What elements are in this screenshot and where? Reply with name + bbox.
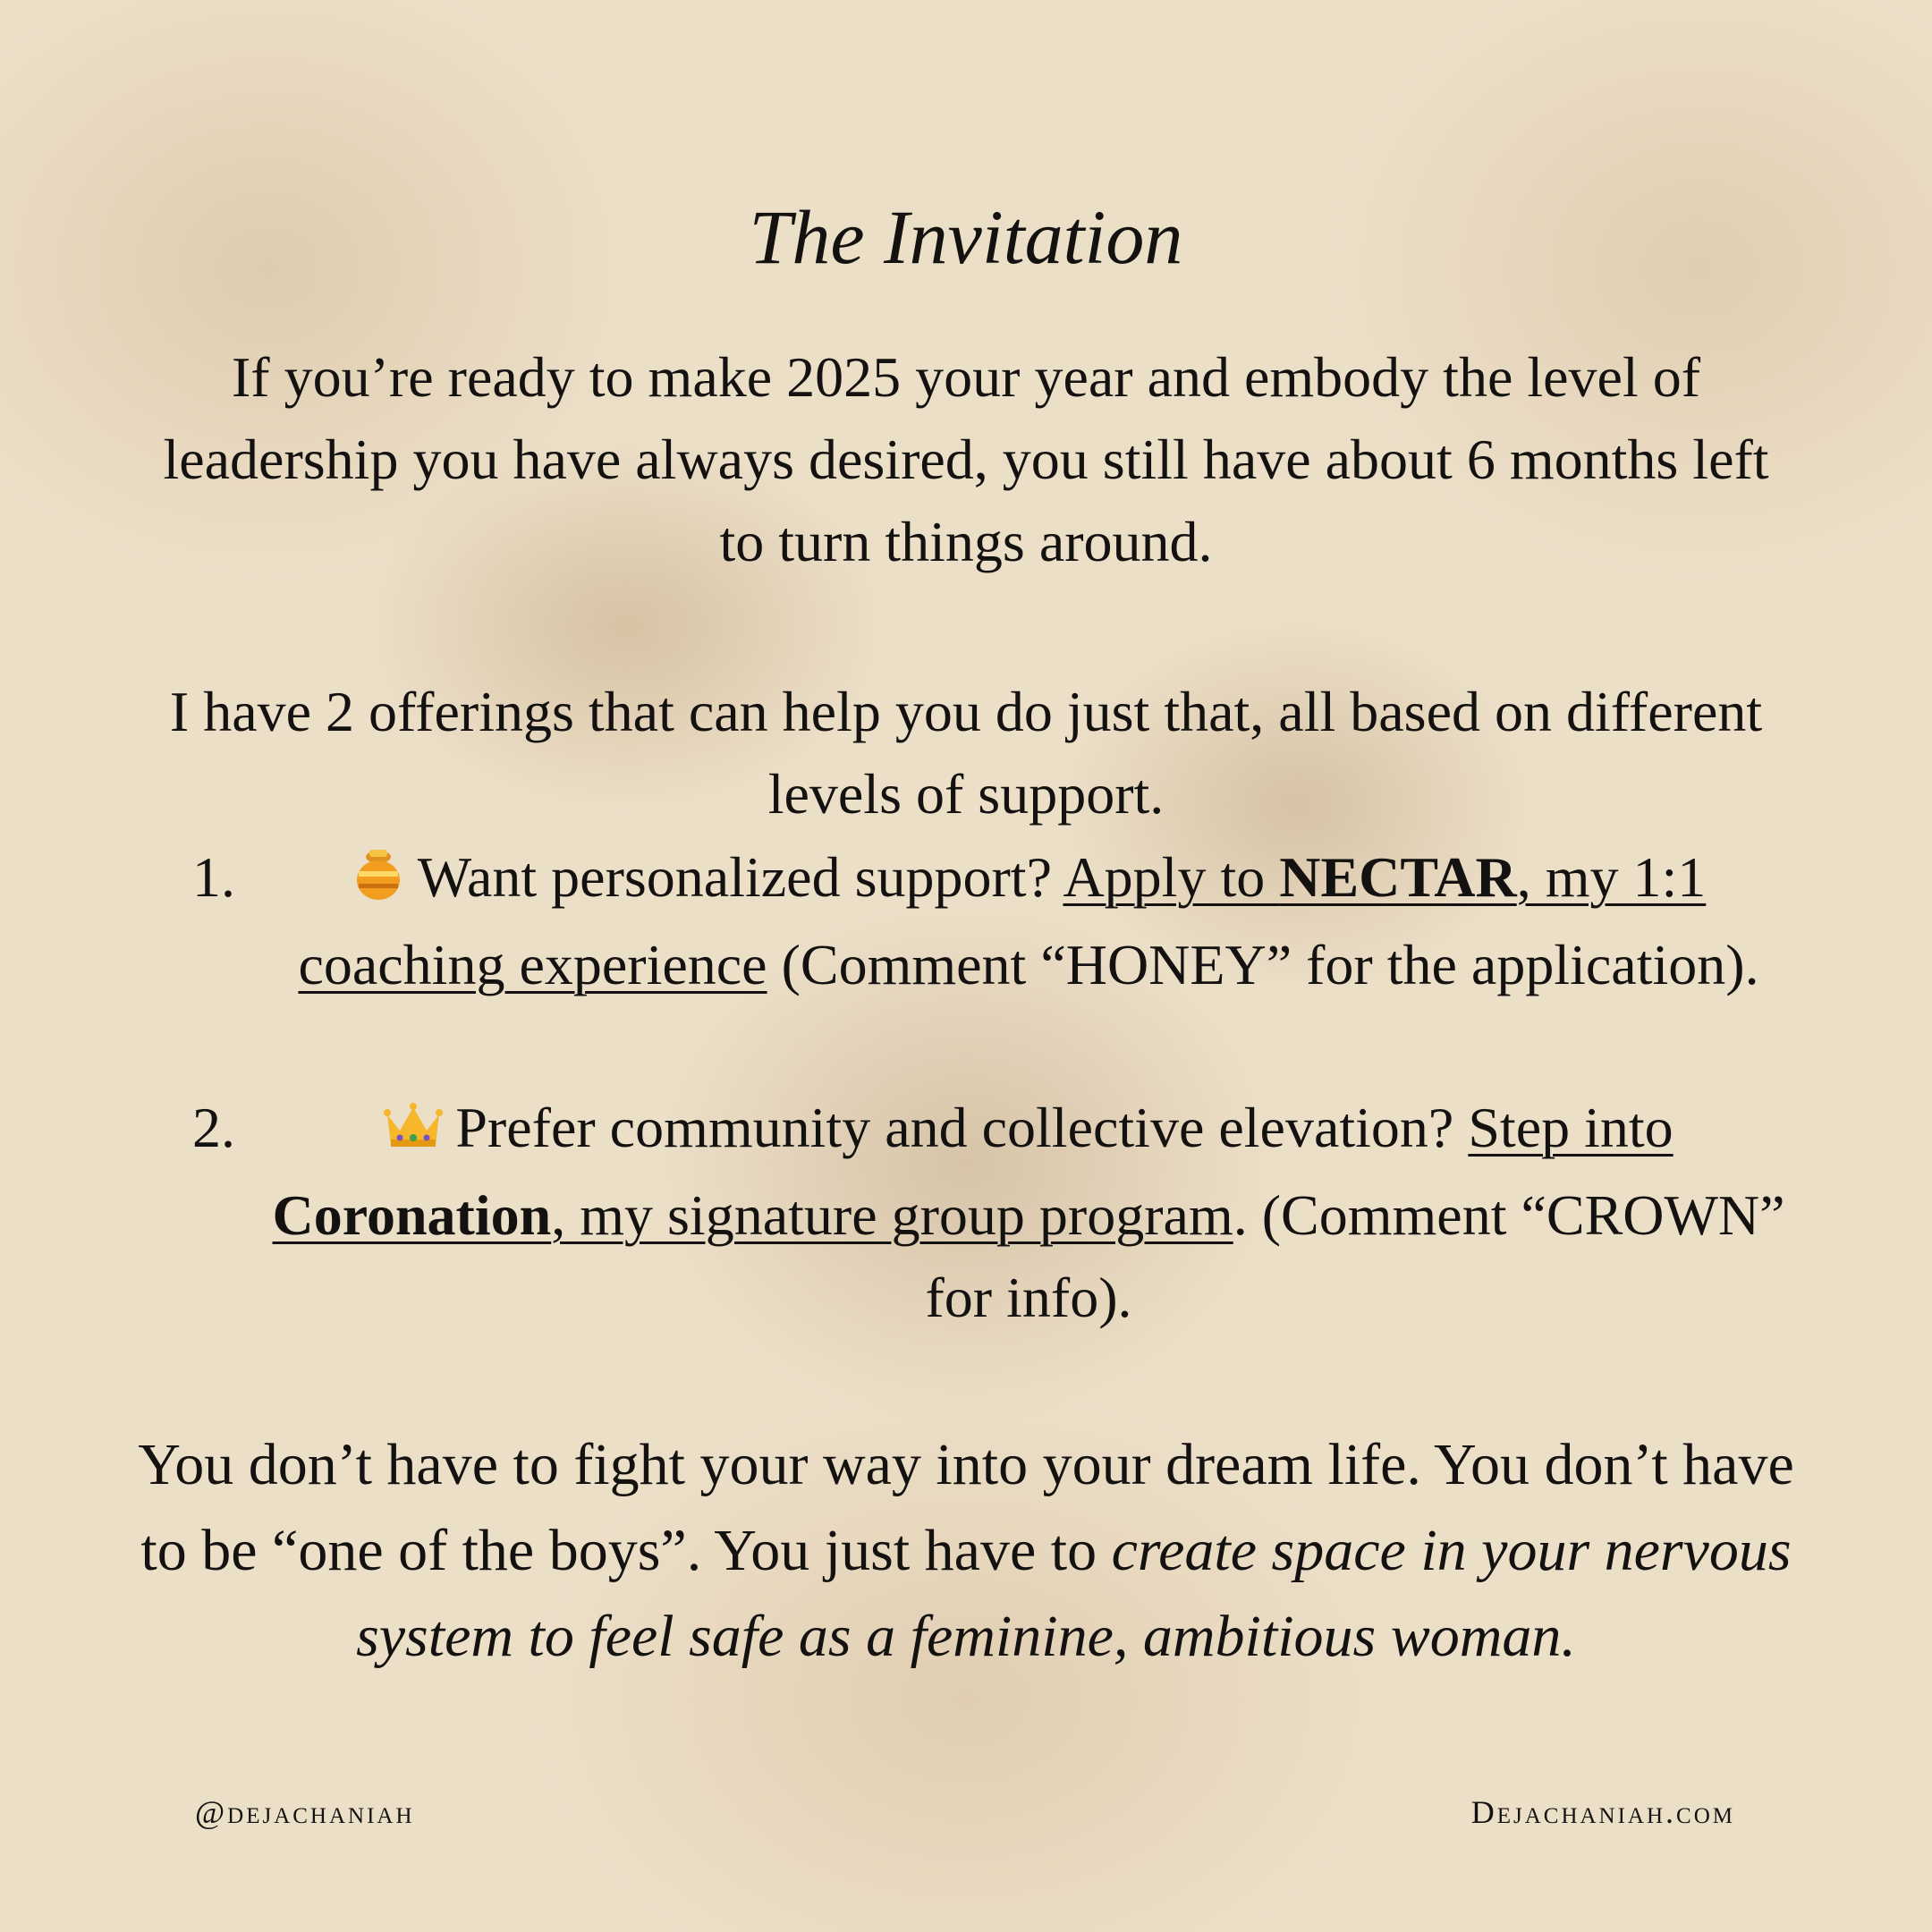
offering-lead: Want personalized support? — [417, 845, 1052, 909]
crown-icon — [384, 1092, 443, 1174]
social-handle: @dejachaniah — [195, 1794, 415, 1830]
list-number: 2. — [192, 1096, 235, 1159]
intro-paragraph: If you’re ready to make 2025 your year and embody the level of leadership you have always desired, you still have about 6 months left to turn things around. — [163, 345, 1769, 573]
page-title: The Invitation — [749, 194, 1183, 280]
closing-italic-text: create space in your nervous system to feel safe as a feminine, ambitious woman. — [356, 1518, 1792, 1669]
website-url: Dejachaniah.com — [1470, 1794, 1735, 1830]
offering-trail: (Comment “HONEY” for the application). — [781, 933, 1759, 996]
offering-lead: Prefer community and collective elevation? — [455, 1096, 1454, 1159]
nectar-application-link[interactable]: Apply to NECTAR, my 1:1 coaching experience — [298, 845, 1707, 996]
honey-pot-icon — [352, 842, 405, 924]
coronation-program-link[interactable]: Step into Coronation, my signature group program — [272, 1096, 1674, 1247]
offering-text — [259, 1087, 1798, 1339]
offering-trail: . (Comment “CROWN” for info). — [925, 1183, 1785, 1329]
offering-text — [259, 836, 1798, 1006]
offerings-intro: I have 2 offerings that can help you do just that, all based on different levels of support. — [169, 680, 1763, 826]
list-number: 1. — [192, 845, 235, 909]
closing-paragraph — [134, 1422, 1798, 1680]
closing-plain-text: You don’t have to fight your way into your dream life. You don’t have to be “one of the boys”. You just have to — [138, 1432, 1794, 1583]
